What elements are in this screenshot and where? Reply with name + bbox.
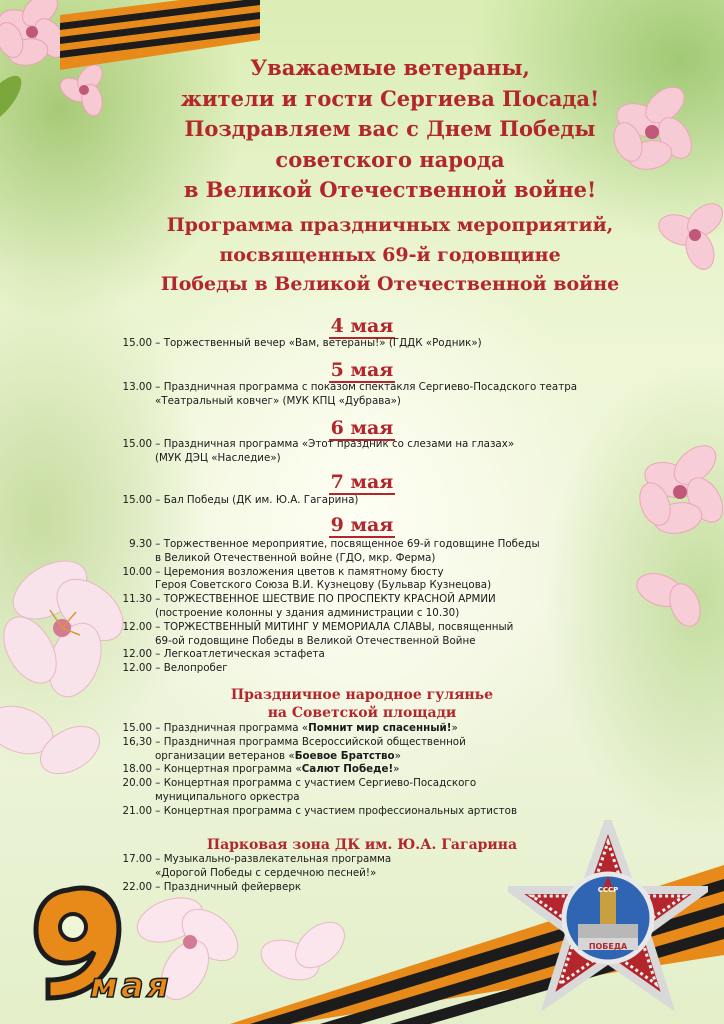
- event-description-cont: «Театральный ковчег» (МУК КПЦ «Дубрава»): [155, 394, 401, 407]
- event-description-cont: (построение колонны у здания администрации с 10.30): [155, 606, 460, 619]
- event-description: Праздничная программа Всероссийской общественной: [163, 735, 466, 748]
- event-description: Концертная программа с участием Сергиево-Посадского: [163, 777, 477, 790]
- day-heading-may-5: [0, 360, 724, 383]
- program-title-line: посвященных 69-й годовщине: [219, 243, 561, 266]
- medal-bottom-text: ПОБЕДА: [588, 942, 628, 951]
- event-description: Праздничная программа с показом спектакля Сергиево-Посадского театра: [163, 381, 578, 393]
- day-label: 6 мая: [330, 417, 394, 439]
- day-label: 5 мая: [330, 359, 394, 381]
- event-time: 21.00: [122, 804, 152, 817]
- event-description: ТОРЖЕСТВЕННОЕ ШЕСТВИЕ ПО ПРОСПЕКТУ КРАСНОЙ АРМИИ: [163, 593, 496, 606]
- day-label: 9 мая: [330, 514, 394, 536]
- event-description: Концертная программа с участием профессиональных артистов: [163, 804, 518, 817]
- event-description-cont: (МУК ДЭЦ «Наследие»): [155, 451, 281, 464]
- event-list-festivity: 15.00 – Праздничная программа «Помнит мир спасенный!» 16,30 – Праздничная программа Всероссийской общественной организации ветеранов «Боевое Братство» 18.00 – Концертная программа «Салют Победе!» 20.00 – Концертная программа с участием Сергиево-Посадского муниципального оркестра 21.00 – Концертная программа с участием профессиональных артистов: [100, 722, 517, 819]
- event-description-cont: организации ветеранов «: [155, 749, 295, 762]
- event-description: »: [393, 763, 400, 776]
- event-time: 20.00: [122, 777, 152, 790]
- event-time: 15.00: [122, 722, 152, 734]
- event-time: 16,30: [122, 735, 152, 748]
- event-item: 15.00 – Торжественный вечер «Вам, ветераны!» (ГДДК «Родник»): [100, 337, 482, 351]
- event-description-cont: Героя Советского Союза В.И. Кузнецову (Бульвар Кузнецова): [155, 579, 492, 592]
- event-highlight: Помнит мир спасенный!: [308, 722, 452, 734]
- event-list-park: 17.00 – Музыкально-развлекательная программа «Дорогой Победы с сердечною песней!» 22.00 – Праздничный фейерверк: [100, 853, 391, 894]
- event-description: Бал Победы (ДК им. Ю.А. Гагарина): [163, 494, 359, 506]
- program-title-line: Победы в Великой Отечественной войне: [160, 273, 620, 295]
- victory-order-medal: [508, 820, 708, 1020]
- event-time: 17.00: [122, 853, 152, 865]
- event-highlight: Боевое Братство: [294, 749, 395, 762]
- may-9-logo: [28, 880, 208, 1010]
- event-description: »: [451, 722, 458, 734]
- event-time: 13.00: [122, 381, 152, 393]
- festivity-title-line: на Советской площади: [267, 705, 457, 721]
- festivity-title-line: Праздничное народное гулянье: [230, 687, 494, 703]
- day-label: 7 мая: [330, 471, 394, 493]
- event-item: 15.00 – Бал Победы (ДК им. Ю.А. Гагарина): [100, 494, 358, 508]
- program-title-line: Программа праздничных мероприятий,: [166, 214, 614, 236]
- event-time: 12.00: [122, 662, 152, 675]
- greeting-line: жители и гости Сергиева Посада!: [180, 85, 600, 111]
- event-description: Музыкально-развлекательная программа: [163, 853, 392, 865]
- event-description: Концертная программа «: [163, 763, 302, 776]
- event-description-cont: в Великой Отечественной войне (ГДО, мкр. Ферма): [155, 551, 436, 564]
- event-time: 9.30: [129, 538, 152, 550]
- event-time: 15.00: [122, 438, 152, 450]
- event-item: 15.00 – Праздничная программа «Этот праздник со слезами на глазах» (МУК ДЭЦ «Наследие»): [100, 438, 514, 466]
- event-description-cont: муниципального оркестра: [155, 790, 300, 803]
- event-list-may-9: 9.30 – Торжественное мероприятие, посвященное 69-й годовщине Победы в Великой Отечественной войне (ГДО, мкр. Ферма) 10.00 – Церемония возложения цветов к памятному бюсту Героя Советского Союза В.И. Кузнецову (Бульвар Кузнецова) 11.30 – ТОРЖЕСТВЕННОЕ ШЕСТВИЕ ПО ПРОСПЕКТУ КРАСНОЙ АРМИИ (построение колонны у здания администрации с 10.30) 12.00 – ТОРЖЕСТВЕННЫЙ МИТИНГ У МЕМОРИАЛА СЛАВЫ, посвященный 69-ой годовщине Победы в Великой Отечественной Войне 12.00 – Легкоатлетическая эстафета 12.00 – Велопробег: [100, 538, 540, 676]
- greeting-line: в Великой Отечественной войне!: [183, 177, 597, 202]
- day-heading-may-7: [0, 472, 724, 495]
- event-description: Торжественный вечер «Вам, ветераны!» (ГДДК «Родник»): [163, 337, 482, 349]
- event-time: 22.00: [122, 880, 152, 893]
- event-description: Праздничная программа «Этот праздник со слезами на глазах»: [163, 438, 515, 450]
- event-highlight: Салют Победе!: [301, 763, 394, 776]
- event-time: 18.00: [122, 763, 152, 776]
- medal-top-text: СССР: [597, 886, 619, 894]
- event-item: 13.00 – Праздничная программа с показом спектакля Сергиево-Посадского театра «Театральный ковчег» (МУК КПЦ «Дубрава»): [100, 381, 577, 409]
- event-time: 15.00: [122, 494, 152, 506]
- program-title: [150, 211, 630, 300]
- event-description-cont: «Дорогой Победы с сердечною песней!»: [155, 866, 377, 879]
- event-description: ТОРЖЕСТВЕННЫЙ МИТИНГ У МЕМОРИАЛА СЛАВЫ, посвященный: [163, 620, 514, 633]
- event-time: 12.00: [122, 620, 152, 633]
- event-description: Праздничная программа «: [163, 722, 309, 734]
- event-time: 10.00: [122, 565, 152, 578]
- greeting-heading: [150, 53, 630, 206]
- event-description: Торжественное мероприятие, посвященное 69-й годовщине Победы: [163, 538, 540, 550]
- park-heading: Парковая зона ДК им. Ю.А. Гагарина: [206, 837, 518, 853]
- greeting-line: Поздравляем вас с Днем Победы: [184, 116, 596, 141]
- day-heading-may-9: [0, 515, 724, 538]
- event-description-cont: »: [394, 749, 401, 762]
- festivity-heading: [0, 686, 724, 722]
- event-description-cont: 69-ой годовщине Победы в Великой Отечественной Войне: [155, 634, 476, 647]
- victory-order-graphic: [508, 820, 708, 1020]
- day-heading-may-4: [0, 316, 724, 339]
- event-time: 12.00: [122, 648, 152, 661]
- event-description: Церемония возложения цветов к памятному бюсту: [163, 565, 444, 578]
- event-description: Легкоатлетическая эстафета: [163, 648, 325, 661]
- greeting-line: советского народа: [275, 146, 505, 172]
- event-time: 11.30: [122, 593, 152, 606]
- event-description: Праздничный фейерверк: [163, 880, 302, 893]
- greeting-line: Уважаемые ветераны,: [250, 55, 530, 80]
- event-description: Велопробег: [163, 662, 228, 675]
- event-time: 15.00: [122, 337, 152, 349]
- day-label: 4 мая: [330, 315, 394, 337]
- logo-word: мая: [90, 966, 172, 1006]
